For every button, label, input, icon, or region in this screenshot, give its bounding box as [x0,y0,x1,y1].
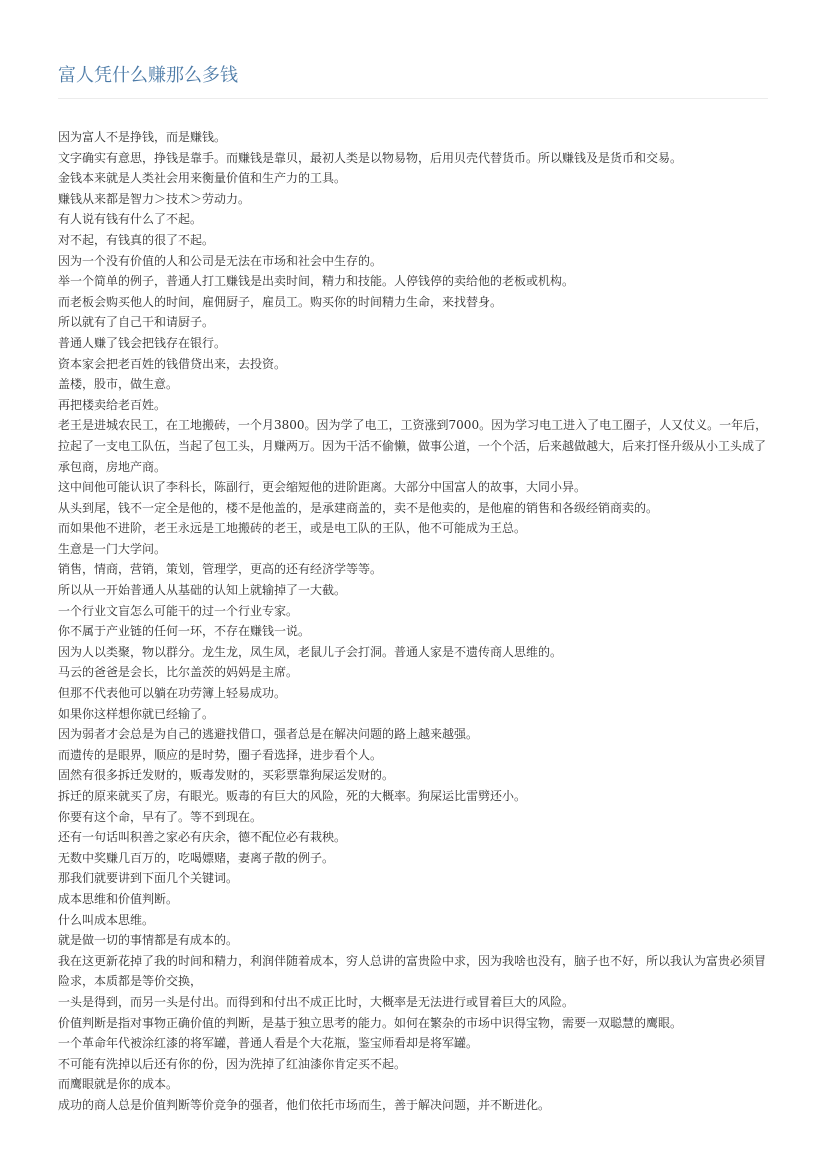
article-paragraph: 你要有这个命，早有了。等不到现在。 [58,809,263,824]
article-paragraph: 拆迁的原来就买了房，有眼光。贩毒的有巨大的风险，死的大概率。狗屎运比雷劈还小。 [58,789,527,803]
article-paragraph: 什么叫成本思维。 [58,912,155,927]
article-paragraph: 因为一个没有价值的人和公司是无法在市场和社会中生存的。 [58,253,383,268]
article-paragraph: 我在这更新花掉了我的时间和精力，利润伴随着成本，穷人总讲的富贵险中求，因为我啥也没有，脑子也不好，所以我认为富贵必须冒险求，本质都是等价交换， [58,953,767,989]
article-paragraph: 盖楼，股市，做生意。 [58,377,179,392]
article-paragraph: 从头到尾，钱不一定全是他的，楼不是他盖的，是承建商盖的，卖不是他卖的，是他雇的销售和各级经销商卖的。 [58,500,659,515]
article-paragraph: 还有一句话叫积善之家必有庆余，德不配位必有栽秧。 [58,830,347,845]
article-paragraph: 成本思维和价值判断。 [58,891,179,906]
article-paragraph: 普通人赚了钱会把钱存在银行。 [58,335,227,350]
article-paragraph: 而遗传的是眼界，顺应的是时势，圈子看选择，进步看个人。 [58,747,383,762]
article-paragraph: 所以就有了自己干和请厨子。 [58,315,215,330]
page-title: 富人凭什么赚那么多钱 [58,65,238,86]
article-paragraph: 生意是一门大学问。 [58,541,167,556]
title-divider [58,98,768,99]
article-paragraph: 文字确实有意思，挣钱是靠手。而赚钱是靠贝，最初人类是以物易物，后用贝壳代替货币。所以赚钱及是货币和交易。 [58,150,683,165]
article-paragraph: 举一个简单的例子，普通人打工赚钱是出卖时间，精力和技能。人停钱停的卖给他的老板或机构。 [58,274,575,289]
article-paragraph: 所以从一开始普通人从基础的认知上就输掉了一大截。 [58,583,347,598]
article-paragraph: 对不起，有钱真的很了不起。 [58,232,215,247]
article-paragraph: 金钱本来就是人类社会用来衡量价值和生产力的工具。 [58,171,347,186]
article-paragraph: 一头是得到，而另一头是付出。而得到和付出不成正比时，大概率是无法进行或冒着巨大的风险。 [58,994,575,1009]
article-paragraph: 价值判断是指对事物正确价值的判断，是基于独立思考的能力。如何在繁杂的市场中识得宝物，需要一双聪慧的鹰眼。 [58,1015,683,1030]
article-paragraph: 销售，情商，营销，策划，管理学，更高的还有经济学等等。 [58,562,383,577]
article-paragraph: 赚钱从来都是智力＞技术＞劳动力。 [58,191,251,206]
article-paragraph: 无数中奖赚几百万的，吃喝嫖赌，妻离子散的例子。 [58,850,335,865]
article-paragraph: 老王是进城农民工，在工地搬砖，一个月3800。因为学了电工，工资涨到7000。因为学习电工进入了电工圈子，人又仗义。一年后，拉起了一支电工队伍，当起了包工头，月赚两万。因为干活不偷懒，做事公道，一个个活，后来越做越大，后来打怪升级从小工头成了承包商，房地产商。 [58,418,768,474]
article-paragraph: 你不属于产业链的任何一环，不存在赚钱一说。 [58,624,311,639]
article-paragraph: 成功的商人总是价值判断等价竞争的强者，他们依托市场而生，善于解决问题，并不断进化。 [58,1097,551,1112]
article-paragraph: 因为弱者才会总是为自己的逃避找借口，强者总是在解决问题的路上越来越强。 [58,727,479,742]
article-paragraph: 一个行业文盲怎么可能干的过一个行业专家。 [58,603,299,618]
article-paragraph: 这中间他可能认识了李科长，陈副行，更会缩短他的进阶距离。大部分中国富人的故事，大同小异。 [58,480,587,495]
article-paragraph: 一个革命年代被涂红漆的将军罐，普通人看是个大花瓶，鉴宝师看却是将军罐。 [58,1036,479,1051]
article-paragraph: 而如果他不进阶，老王永远是工地搬砖的老王，或是电工队的王队，他不可能成为王总。 [58,521,527,536]
article-paragraph: 因为人以类聚，物以群分。龙生龙，凤生凤，老鼠儿子会打洞。普通人家是不遗传商人思维的。 [58,644,563,659]
article-paragraph: 有人说有钱有什么了不起。 [58,212,203,227]
article-paragraph: 就是做一切的事情都是有成本的。 [58,933,239,948]
article-paragraph: 马云的爸爸是会长，比尔盖茨的妈妈是主席。 [58,665,299,680]
article-paragraph: 那我们就要讲到下面几个关键词。 [58,871,239,886]
article-paragraph: 因为富人不是挣钱，而是赚钱。 [58,130,227,144]
article-paragraph: 如果你这样想你就已经输了。 [58,706,215,721]
article-paragraph: 而老板会购买他人的时间，雇佣厨子，雇员工。购买你的时间精力生命，来找替身。 [58,294,503,309]
article-paragraph: 资本家会把老百姓的钱借贷出来，去投资。 [58,356,287,371]
article-paragraph: 再把楼卖给老百姓。 [58,397,167,412]
article-body [58,127,770,1116]
article-paragraph: 不可能有洗掉以后还有你的份，因为洗掉了红油漆你肯定买不起。 [58,1056,407,1071]
article-paragraph: 固然有很多拆迁发财的，贩毒发财的，买彩票靠狗屎运发财的。 [58,768,395,783]
article-paragraph: 但那不代表他可以躺在功劳簿上轻易成功。 [58,686,287,701]
article-paragraph: 而鹰眼就是你的成本。 [58,1077,179,1092]
